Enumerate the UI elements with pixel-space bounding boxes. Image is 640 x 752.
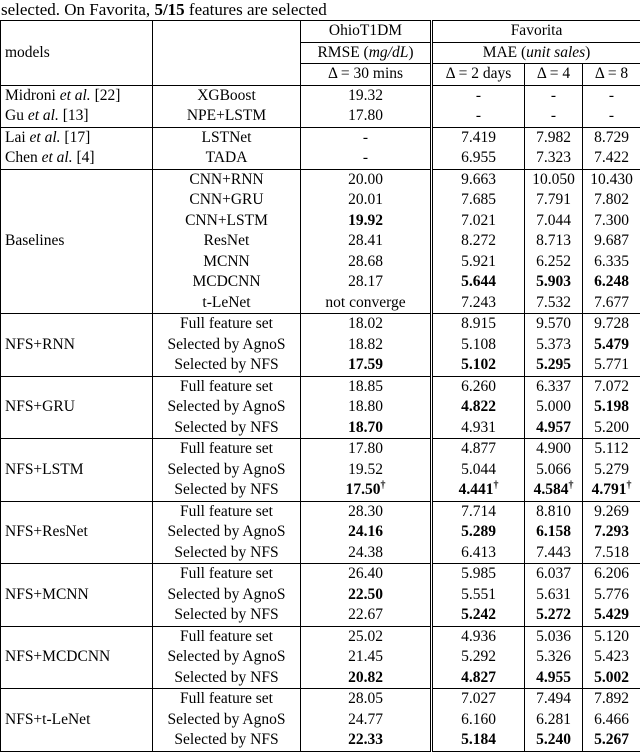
value-cell: 20.00 <box>301 169 432 190</box>
header-dataset-ohio: OhioT1DM <box>301 21 432 43</box>
value-cell: - <box>525 85 583 106</box>
value-cell: 18.80 <box>301 397 432 418</box>
value-cell: 7.044 <box>525 211 583 232</box>
method-cell: Selected by NFS <box>153 418 301 439</box>
value-cell: 5.771 <box>583 355 640 376</box>
value-cell: 5.200 <box>583 418 640 439</box>
value-cell: 5.240 <box>525 730 583 751</box>
model-group-label: NFS+MCNN <box>1 564 153 627</box>
value-cell: 5.429 <box>583 605 640 626</box>
value-cell: 7.892 <box>583 689 640 710</box>
method-cell: Selected by NFS <box>153 668 301 689</box>
caption-post: features are selected <box>185 0 327 19</box>
method-cell: Full feature set <box>153 564 301 585</box>
method-cell: Full feature set <box>153 376 301 397</box>
value-cell: 4.900 <box>525 439 583 460</box>
value-cell: 5.326 <box>525 647 583 668</box>
value-cell: 17.80 <box>301 439 432 460</box>
header-row-datasets <box>1 21 640 43</box>
value-cell: 5.066 <box>525 460 583 481</box>
value-cell: 6.160 <box>432 710 525 731</box>
metric-mae-post: ) <box>585 44 590 61</box>
value-cell: 7.300 <box>583 211 640 232</box>
value-cell: 5.044 <box>432 460 525 481</box>
value-cell: - <box>301 148 432 169</box>
value-cell: 7.293 <box>583 522 640 543</box>
value-cell: 18.70 <box>301 418 432 439</box>
value-cell: 5.551 <box>432 585 525 606</box>
value-cell: 20.01 <box>301 190 432 211</box>
value-cell: 6.413 <box>432 543 525 564</box>
value-cell: 5.102 <box>432 355 525 376</box>
value-cell: 28.17 <box>301 272 432 293</box>
value-cell: 22.67 <box>301 605 432 626</box>
table-row <box>1 564 640 585</box>
model-group-label: NFS+RNN <box>1 314 153 377</box>
value-cell: 8.713 <box>525 231 583 252</box>
value-cell: 4.791† <box>583 480 640 501</box>
value-cell: 4.441† <box>432 480 525 501</box>
table-row <box>1 626 640 647</box>
value-cell: 8.915 <box>432 314 525 335</box>
value-cell: 5.903 <box>525 272 583 293</box>
value-cell: 21.45 <box>301 647 432 668</box>
value-cell: 7.443 <box>525 543 583 564</box>
value-cell: 20.82 <box>301 668 432 689</box>
value-cell: 5.985 <box>432 564 525 585</box>
value-cell: 9.269 <box>583 501 640 522</box>
metric-rmse-pre: RMSE ( <box>317 44 368 61</box>
value-cell: 10.430 <box>583 169 640 190</box>
caption-text <box>0 0 640 20</box>
value-cell: 18.85 <box>301 376 432 397</box>
model-group-label: NFS+LSTM <box>1 439 153 502</box>
value-cell: 28.68 <box>301 252 432 273</box>
value-cell: 7.419 <box>432 127 525 148</box>
value-cell: 7.677 <box>583 293 640 314</box>
value-cell: 5.479 <box>583 335 640 356</box>
value-cell: 6.337 <box>525 376 583 397</box>
model-group-label: NFS+GRU <box>1 376 153 439</box>
value-cell: 8.729 <box>583 127 640 148</box>
value-cell: 17.59 <box>301 355 432 376</box>
method-cell: XGBoost <box>153 85 301 106</box>
value-cell: 5.002 <box>583 668 640 689</box>
value-cell: 24.16 <box>301 522 432 543</box>
value-cell: 6.206 <box>583 564 640 585</box>
value-cell: 8.272 <box>432 231 525 252</box>
value-cell: - <box>432 106 525 127</box>
metric-mae-pre: MAE ( <box>483 44 526 61</box>
value-cell: - <box>432 85 525 106</box>
dagger-marker: † <box>493 480 498 491</box>
method-cell: Selected by NFS <box>153 605 301 626</box>
value-cell: 7.422 <box>583 148 640 169</box>
header-dataset-favorita: Favorita <box>432 21 640 43</box>
header-delta-30mins: Δ = 30 mins <box>301 64 432 86</box>
caption-bold-fraction: 5/15 <box>154 0 184 19</box>
value-cell: 9.687 <box>583 231 640 252</box>
header-method-column-empty <box>153 21 301 86</box>
value-cell: 25.02 <box>301 626 432 647</box>
value-cell: 8.810 <box>525 501 583 522</box>
value-cell: 5.198 <box>583 397 640 418</box>
value-cell: 5.644 <box>432 272 525 293</box>
value-cell: 28.05 <box>301 689 432 710</box>
value-cell: 4.955 <box>525 668 583 689</box>
table-row <box>1 376 640 397</box>
value-cell: 6.335 <box>583 252 640 273</box>
value-cell: 6.281 <box>525 710 583 731</box>
value-cell: 26.40 <box>301 564 432 585</box>
value-cell: 5.000 <box>525 397 583 418</box>
value-cell: 4.957 <box>525 418 583 439</box>
caption-pre: selected. On Favorita, <box>1 0 154 19</box>
method-cell: Full feature set <box>153 439 301 460</box>
method-cell: MCNN <box>153 252 301 273</box>
value-cell: - <box>525 106 583 127</box>
method-cell: Selected by AgnoS <box>153 460 301 481</box>
value-cell: 19.32 <box>301 85 432 106</box>
method-cell: Full feature set <box>153 314 301 335</box>
value-cell: 6.466 <box>583 710 640 731</box>
value-cell: 5.036 <box>525 626 583 647</box>
method-cell: CNN+GRU <box>153 190 301 211</box>
table-row <box>1 106 640 127</box>
value-cell: 7.027 <box>432 689 525 710</box>
value-cell: 5.108 <box>432 335 525 356</box>
value-cell: 6.037 <box>525 564 583 585</box>
method-cell: Full feature set <box>153 689 301 710</box>
model-group-label: NFS+MCDCNN <box>1 626 153 689</box>
method-cell: Selected by NFS <box>153 543 301 564</box>
method-cell: Selected by AgnoS <box>153 335 301 356</box>
value-cell: 9.663 <box>432 169 525 190</box>
value-cell: 6.158 <box>525 522 583 543</box>
method-cell: NPE+LSTM <box>153 106 301 127</box>
method-cell: Selected by NFS <box>153 355 301 376</box>
model-group-label: Baselines <box>1 169 153 314</box>
value-cell: - <box>301 127 432 148</box>
value-cell: 24.77 <box>301 710 432 731</box>
value-cell: 22.50 <box>301 585 432 606</box>
dagger-marker: † <box>626 480 631 491</box>
model-group-label: NFS+t-LeNet <box>1 689 153 752</box>
table-row <box>1 501 640 522</box>
value-cell: 7.243 <box>432 293 525 314</box>
value-cell: 5.184 <box>432 730 525 751</box>
value-cell: 4.877 <box>432 439 525 460</box>
method-cell: Selected by AgnoS <box>153 647 301 668</box>
value-cell: 10.050 <box>525 169 583 190</box>
model-name-cell: Gu et al. [13] <box>1 106 153 127</box>
value-cell: 4.827 <box>432 668 525 689</box>
value-cell: 22.33 <box>301 730 432 751</box>
table-row <box>1 85 640 106</box>
table-row <box>1 314 640 335</box>
value-cell: 7.791 <box>525 190 583 211</box>
value-cell: 9.728 <box>583 314 640 335</box>
value-cell: 5.272 <box>525 605 583 626</box>
value-cell: 9.570 <box>525 314 583 335</box>
value-cell: 4.936 <box>432 626 525 647</box>
dagger-marker: † <box>568 480 573 491</box>
value-cell: 18.02 <box>301 314 432 335</box>
value-cell: 5.242 <box>432 605 525 626</box>
table-body <box>1 85 640 751</box>
method-cell: Selected by AgnoS <box>153 522 301 543</box>
method-cell: Selected by AgnoS <box>153 397 301 418</box>
header-metric-mae <box>432 42 640 64</box>
results-table <box>0 20 640 752</box>
table-row <box>1 169 640 190</box>
value-cell: 5.112 <box>583 439 640 460</box>
value-cell: 5.267 <box>583 730 640 751</box>
value-cell: 7.532 <box>525 293 583 314</box>
value-cell: 5.289 <box>432 522 525 543</box>
value-cell: 28.41 <box>301 231 432 252</box>
value-cell: 19.92 <box>301 211 432 232</box>
value-cell: 5.120 <box>583 626 640 647</box>
header-models: models <box>1 21 153 86</box>
method-cell: ResNet <box>153 231 301 252</box>
value-cell: 5.295 <box>525 355 583 376</box>
value-cell: 28.30 <box>301 501 432 522</box>
model-name-cell: Chen et al. [4] <box>1 148 153 169</box>
value-cell: 5.423 <box>583 647 640 668</box>
table-row <box>1 148 640 169</box>
value-cell: 6.248 <box>583 272 640 293</box>
value-cell: 7.323 <box>525 148 583 169</box>
value-cell: 7.021 <box>432 211 525 232</box>
value-cell: - <box>583 106 640 127</box>
method-cell: LSTNet <box>153 127 301 148</box>
value-cell: 5.373 <box>525 335 583 356</box>
value-cell: 5.631 <box>525 585 583 606</box>
model-name-cell: Lai et al. [17] <box>1 127 153 148</box>
value-cell: 5.921 <box>432 252 525 273</box>
metric-rmse-post: ) <box>408 44 413 61</box>
value-cell: 7.802 <box>583 190 640 211</box>
table-row <box>1 439 640 460</box>
value-cell: 7.518 <box>583 543 640 564</box>
metric-rmse-unit: mg/dL <box>369 44 409 61</box>
value-cell: 17.50† <box>301 480 432 501</box>
value-cell: 5.279 <box>583 460 640 481</box>
dagger-marker: † <box>380 480 385 491</box>
table-header <box>1 21 640 86</box>
method-cell: CNN+RNN <box>153 169 301 190</box>
value-cell: 7.685 <box>432 190 525 211</box>
value-cell: 7.494 <box>525 689 583 710</box>
value-cell: 7.072 <box>583 376 640 397</box>
model-group-label: NFS+ResNet <box>1 501 153 564</box>
method-cell: TADA <box>153 148 301 169</box>
value-cell: 4.931 <box>432 418 525 439</box>
method-cell: Selected by NFS <box>153 730 301 751</box>
table-row <box>1 689 640 710</box>
value-cell: 24.38 <box>301 543 432 564</box>
header-delta-2days: Δ = 2 days <box>432 64 525 86</box>
value-cell: 5.776 <box>583 585 640 606</box>
table-row <box>1 127 640 148</box>
method-cell: MCDCNN <box>153 272 301 293</box>
method-cell: Selected by NFS <box>153 480 301 501</box>
method-cell: Selected by AgnoS <box>153 585 301 606</box>
value-cell: 6.260 <box>432 376 525 397</box>
model-name-cell: Midroni et al. [22] <box>1 85 153 106</box>
value-cell: 7.714 <box>432 501 525 522</box>
method-cell: Full feature set <box>153 501 301 522</box>
header-delta-8: Δ = 8 <box>583 64 640 86</box>
method-cell: Full feature set <box>153 626 301 647</box>
value-cell: 19.52 <box>301 460 432 481</box>
method-cell: t-LeNet <box>153 293 301 314</box>
value-cell: not converge <box>301 293 432 314</box>
header-metric-rmse <box>301 42 432 64</box>
value-cell: - <box>583 85 640 106</box>
method-cell: Selected by AgnoS <box>153 710 301 731</box>
value-cell: 4.822 <box>432 397 525 418</box>
metric-mae-unit: unit sales <box>526 44 585 61</box>
value-cell: 7.982 <box>525 127 583 148</box>
method-cell: CNN+LSTM <box>153 211 301 232</box>
value-cell: 4.584† <box>525 480 583 501</box>
value-cell: 5.292 <box>432 647 525 668</box>
value-cell: 6.955 <box>432 148 525 169</box>
header-delta-4: Δ = 4 <box>525 64 583 86</box>
value-cell: 6.252 <box>525 252 583 273</box>
value-cell: 17.80 <box>301 106 432 127</box>
value-cell: 18.82 <box>301 335 432 356</box>
